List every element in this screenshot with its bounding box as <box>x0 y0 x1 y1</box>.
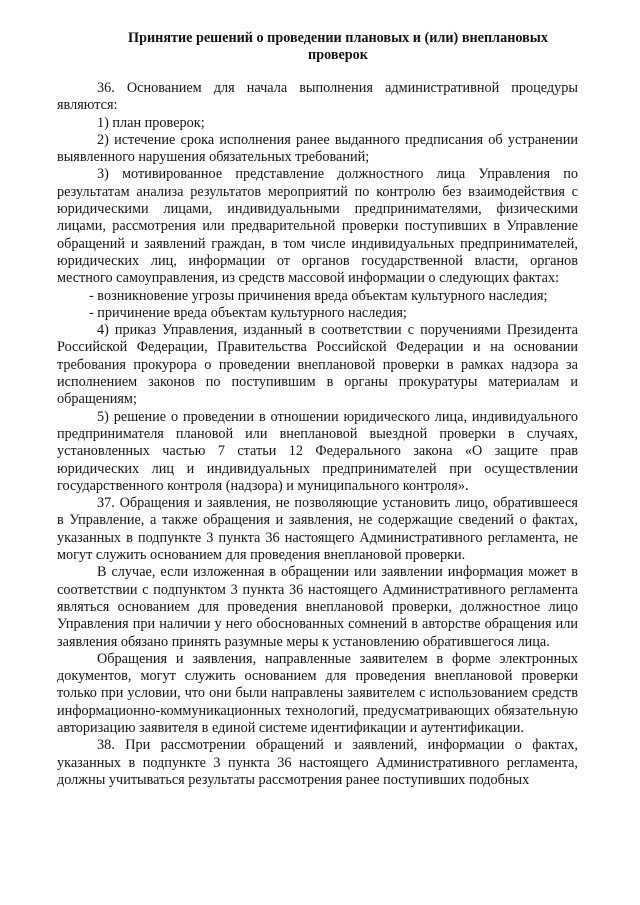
paragraph-36-item-2: 2) истечение срока исполнения ранее выданного предписания об устранении выявленного нарушения обязательных требований; <box>57 131 578 166</box>
paragraph-36-item-4: 4) приказ Управления, изданный в соответствии с поручениями Президента Российской Федерации, Правительства Российской Федерации и на основании требования прокурора о проведении внеплановой проверки в рамках надзора за исполнением законов по поступившим в органы прокуратуры материалам и обращениям; <box>57 322 578 408</box>
paragraph-37-continuation-2: Обращения и заявления, направленные заявителем в форме электронных документов, могут служить основанием для проведения внеплановой проверки только при условии, что они были направлены заявителем с использованием средств информационно-коммуникационных технологий, предусматривающих обязательную авторизацию заявителя в единой системе идентификации и аутентификации. <box>57 650 578 736</box>
paragraph-36-item-3-dash-2: - причинение вреда объектам культурного наследия; <box>89 304 407 321</box>
document-body <box>57 80 578 789</box>
paragraph-36-item-3: 3) мотивированное представление должностного лица Управления по результатам анализа результатов мероприятий по контролю без взаимодействия с юридическими лицами, индивидуальными предпринимателями, физическими лицами, рассмотрения или предварительной проверки поступивших в Управление обращений и заявлений граждан, в том числе индивидуальных предпринимателей, юридических лиц, информации от органов государственной власти, органов местного самоуправления, из средств массовой информации о следующих фактах: <box>57 166 578 287</box>
paragraph-36-item-1: 1) план проверок; <box>97 114 205 131</box>
paragraph-36-item-5: 5) решение о проведении в отношении юридического лица, индивидуального предпринимателя плановой или внеплановой выездной проверки в случаях, установленных частью 7 статьи 12 Федерального закона «О защите прав юридических лиц и индивидуальных предпринимателей при осуществлении государственного контроля (надзора) и муниципального контроля». <box>57 408 578 494</box>
paragraph-36-item-3-dash-1: - возникновение угрозы причинения вреда объектам культурного наследия; <box>89 287 548 304</box>
heading-line-2: проверок <box>308 47 368 63</box>
paragraph-38: 38. При рассмотрении обращений и заявлений, информации о фактах, указанных в подпункте 3 пункта 36 настоящего Административного регламента, должны учитываться результаты рассмотрения ранее поступивших подобных <box>57 737 578 788</box>
section-heading <box>96 30 580 64</box>
paragraph-37-continuation-1: В случае, если изложенная в обращении или заявлении информация может в соответствии с подпунктом 3 пункта 36 настоящего Административного регламента являться основанием для проведения внеплановой проверки, должностное лицо Управления при наличии у него обоснованных сомнений в авторстве обращения или заявления обязано принять разумные меры к установлению обратившегося лица. <box>57 564 578 650</box>
paragraph-37: 37. Обращения и заявления, не позволяющие установить лицо, обратившееся в Управление, а также обращения и заявления, не содержащие сведений о фактах, указанных в подпункте 3 пункта 36 настоящего Административного регламента, не могут служить основанием для проведения внеплановой проверки. <box>57 495 578 564</box>
heading-line-1: Принятие решений о проведении плановых и (или) внеплановых <box>128 30 548 46</box>
paragraph-36: 36. Основанием для начала выполнения административной процедуры являются: <box>57 80 578 114</box>
